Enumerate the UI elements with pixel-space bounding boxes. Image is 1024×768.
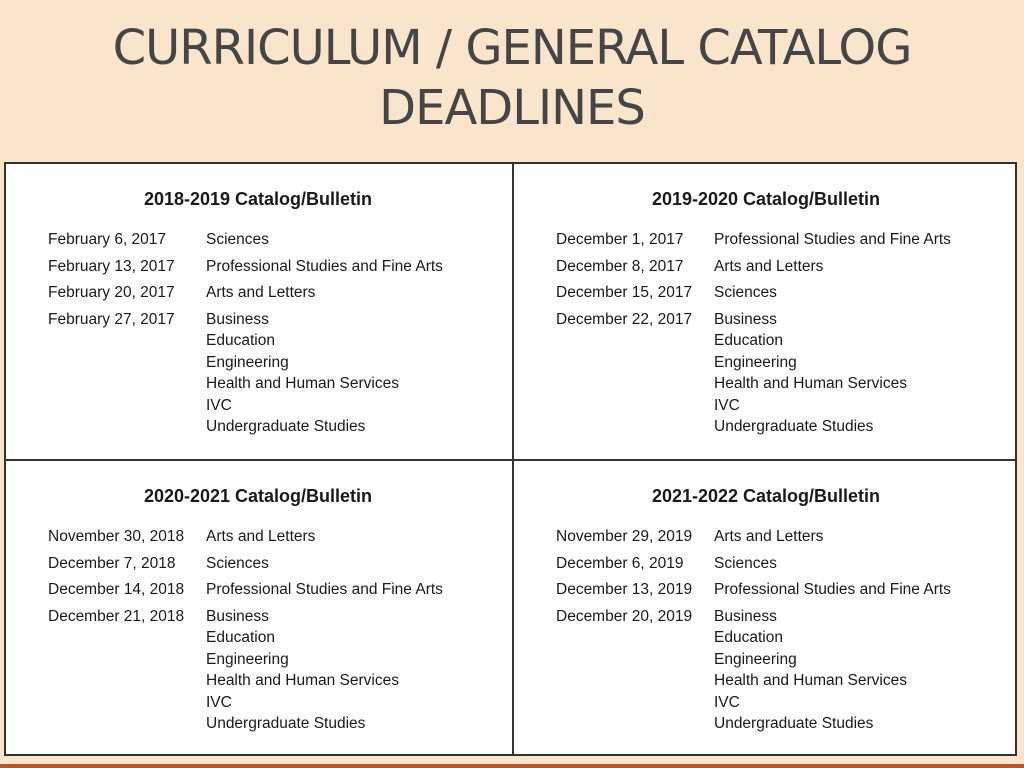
college-list [714,553,777,575]
catalog-heading: 2021-2022 Catalog/Bulletin [651,486,881,506]
deadline-list [48,526,443,740]
college-name: Health and Human Services [714,672,907,689]
deadline-date: December 1, 2017 [556,231,684,248]
college-list [206,282,315,304]
college-name: Sciences [714,554,777,572]
college-name: Professional Studies and Fine Arts [206,581,443,598]
college-list [206,229,269,251]
college-name: Engineering [714,353,797,371]
college-name: Business [206,310,269,328]
deadline-date: November 30, 2018 [48,528,185,545]
deadline-date: November 29, 2019 [556,528,693,545]
college-list [714,526,823,548]
deadline-row [48,282,443,304]
college-name: Arts and Letters [206,284,316,301]
college-name: Business [206,607,269,625]
deadline-date: December 15, 2017 [556,284,693,301]
college-name: Arts and Letters [206,528,316,545]
college-list [206,579,443,601]
deadline-row [556,282,951,304]
deadline-row [48,256,443,278]
deadline-date: December 8, 2017 [556,257,684,275]
college-name: Arts and Letters [714,257,824,275]
catalog-heading: 2018-2019 Catalog/Bulletin [143,189,373,209]
college-name: Health and Human Services [714,375,907,392]
college-list [714,229,951,251]
deadline-date: December 7, 2018 [48,554,176,572]
deadline-row [556,606,951,735]
deadline-row [556,526,951,548]
college-list [714,256,823,278]
college-name: Education [714,332,783,349]
deadline-list [556,526,951,740]
deadline-list [556,229,951,443]
college-list [206,606,399,735]
deadline-row [556,229,951,251]
catalog-cell-2021-2022 [514,461,1018,755]
page-title-line-1: CURRICULUM / GENERAL CATALOG [112,20,912,76]
page-title [0,18,1024,138]
college-name: Professional Studies and Fine Arts [714,581,951,598]
college-name: Business [714,310,777,328]
college-list [206,256,443,278]
college-list [714,309,907,438]
deadline-date: December 6, 2019 [556,554,684,572]
deadline-date: December 14, 2018 [48,581,185,598]
college-name: Education [714,629,783,646]
college-list [206,309,399,438]
college-name: Education [206,629,275,646]
deadline-date: February 13, 2017 [48,257,175,275]
catalog-deadlines-table [4,162,1017,756]
college-name: IVC [714,396,740,414]
college-name: IVC [206,693,232,711]
college-name: Arts and Letters [714,528,824,545]
catalog-cell-2018-2019 [6,164,510,458]
deadline-row [48,229,443,251]
college-name: Undergraduate Studies [206,418,366,435]
catalog-cell-2019-2020 [514,164,1018,458]
college-name: Business [714,607,777,625]
college-name: Sciences [206,231,269,248]
college-name: Undergraduate Studies [714,715,874,732]
college-name: Engineering [206,353,289,371]
college-name: Sciences [206,554,269,572]
college-name: Education [206,332,275,349]
deadline-date: December 21, 2018 [48,607,185,625]
deadline-row [556,309,951,438]
deadline-row [48,606,443,735]
deadline-row [48,309,443,438]
college-name: Professional Studies and Fine Arts [714,231,951,248]
college-name: Engineering [714,650,797,668]
deadline-row [48,553,443,575]
college-name: Health and Human Services [206,375,399,392]
page-title-line-2: DEADLINES [379,80,645,136]
deadline-date: February 27, 2017 [48,310,175,328]
college-name: Health and Human Services [206,672,399,689]
deadline-date: December 20, 2019 [556,607,693,625]
deadline-date: December 22, 2017 [556,310,693,328]
catalog-heading: 2019-2020 Catalog/Bulletin [651,189,881,209]
college-name: IVC [206,396,232,414]
college-list [206,526,315,548]
college-name: Undergraduate Studies [206,715,366,732]
bottom-accent-bar [0,764,1024,768]
college-name: IVC [714,693,740,711]
catalog-heading: 2020-2021 Catalog/Bulletin [143,486,373,506]
catalog-cell-2020-2021 [6,461,510,755]
deadline-list [48,229,443,443]
deadline-date: February 20, 2017 [48,284,175,301]
deadline-date: February 6, 2017 [48,231,167,248]
deadline-date: December 13, 2019 [556,581,693,598]
college-list [206,553,269,575]
college-list [714,579,951,601]
deadline-row [556,553,951,575]
deadline-row [556,256,951,278]
deadline-row [48,526,443,548]
college-name: Professional Studies and Fine Arts [206,257,443,275]
college-list [714,282,777,304]
college-name: Sciences [714,284,777,301]
college-name: Undergraduate Studies [714,418,874,435]
deadline-row [556,579,951,601]
deadline-row [48,579,443,601]
college-name: Engineering [206,650,289,668]
college-list [714,606,907,735]
